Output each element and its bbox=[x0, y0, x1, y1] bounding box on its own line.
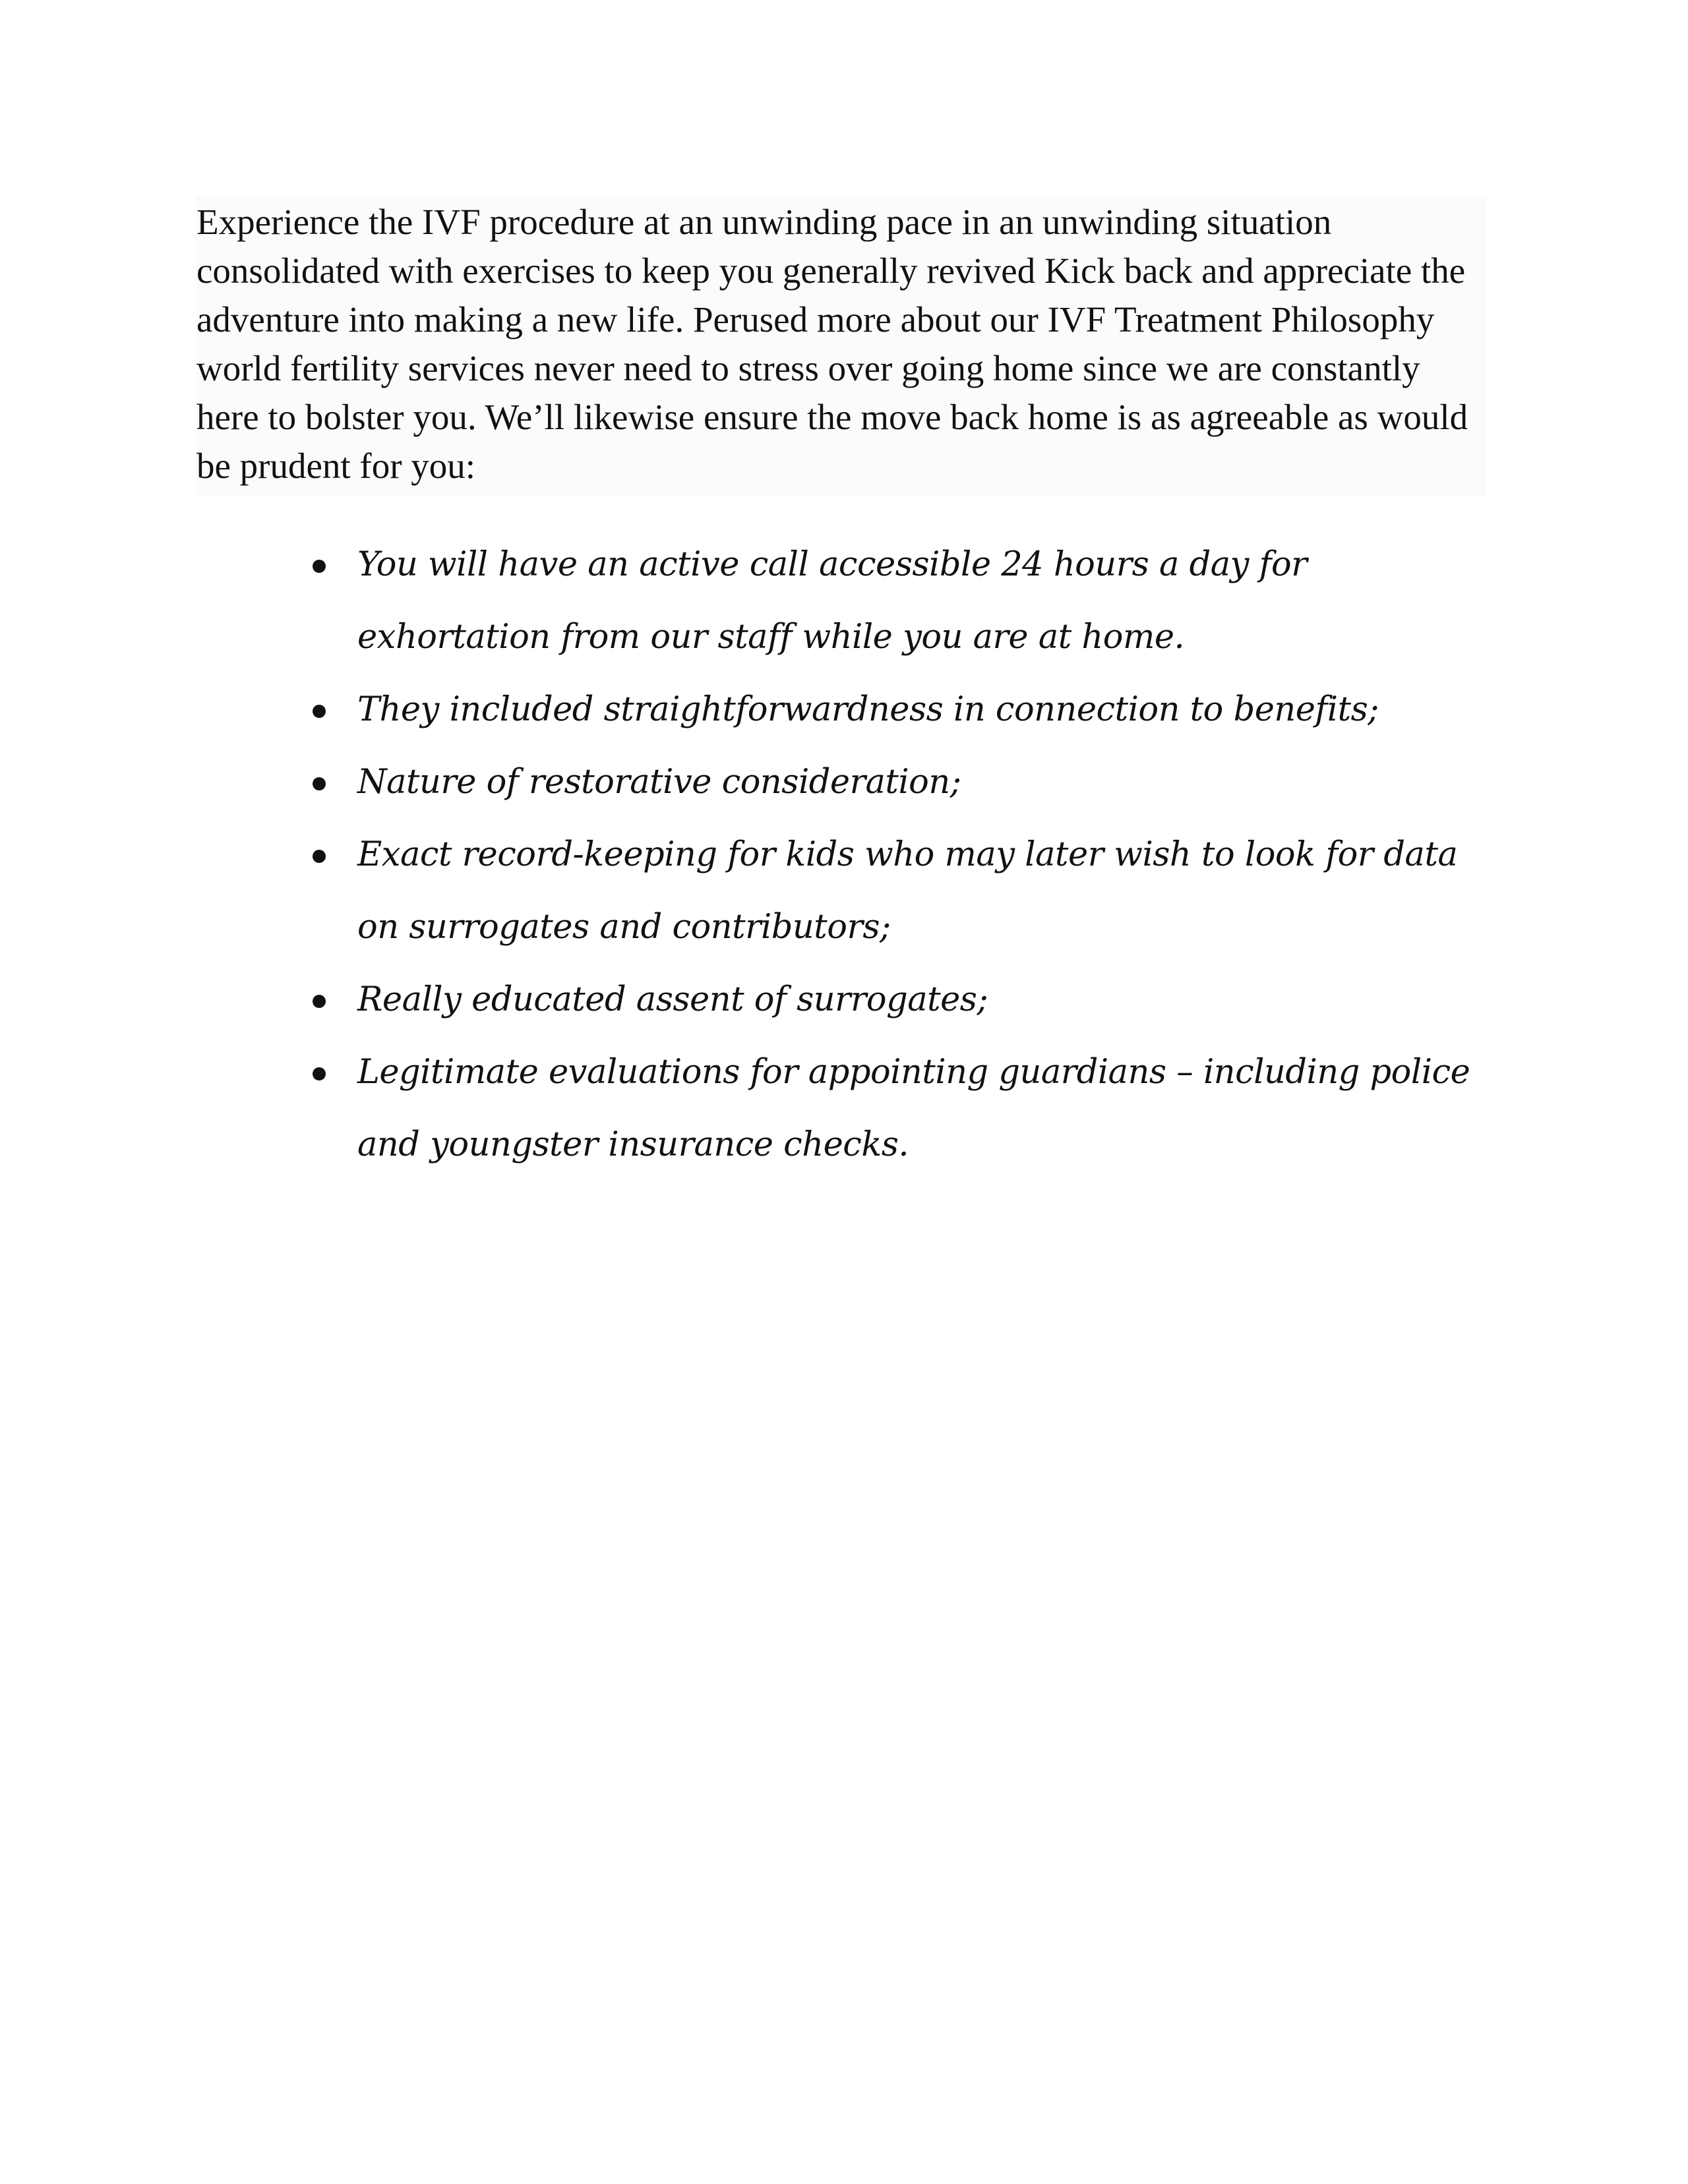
list-item bbox=[305, 1036, 1492, 1181]
bullet-icon bbox=[313, 560, 326, 573]
list-item-text: Exact record-keeping for kids who may later wish to look for data on surrogates and contributors; bbox=[357, 835, 1458, 947]
list-item-text: Really educated assent of surrogates; bbox=[357, 980, 988, 1019]
bullet-icon bbox=[313, 995, 326, 1008]
list-item-text: They included straightforwardness in connection to benefits; bbox=[357, 690, 1379, 729]
list-item bbox=[305, 674, 1492, 746]
list-item-text: You will have an active call accessible 24 hours a day for exhortation from our staff while you are at home. bbox=[357, 545, 1308, 657]
list-item bbox=[305, 746, 1492, 819]
list-item-text: Nature of restorative consideration; bbox=[357, 763, 961, 802]
bullet-icon bbox=[313, 850, 326, 863]
bullet-icon bbox=[313, 1067, 326, 1080]
list-item bbox=[305, 964, 1492, 1036]
list-item-text: Legitimate evaluations for appointing guardians – including police and youngster insurance checks. bbox=[357, 1053, 1470, 1164]
bullet-icon bbox=[313, 705, 326, 718]
bullet-list bbox=[305, 529, 1492, 1181]
list-item bbox=[305, 529, 1492, 674]
list-item bbox=[305, 819, 1492, 964]
intro-paragraph: Experience the IVF procedure at an unwinding pace in an unwinding situation consolidated with exercises to keep you generally revived Kick back and appreciate the adventure into making a new life. Perused more about our IVF Treatment Philosophy world fertility services never need to stress over going home since we are constantly here to bolster you. We’ll likewise ensure the move back home is as agreeable as would be prudent for you: bbox=[196, 195, 1486, 496]
bullet-icon bbox=[313, 777, 326, 790]
